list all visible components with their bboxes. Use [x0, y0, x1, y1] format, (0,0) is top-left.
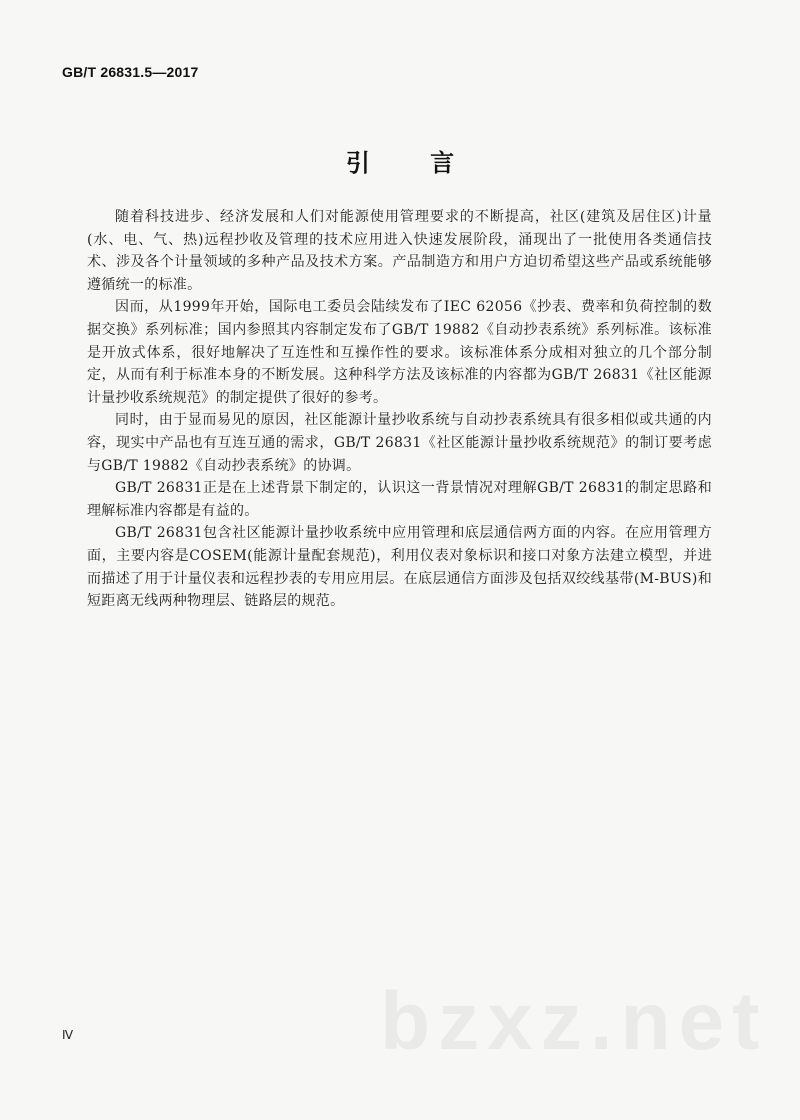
- paragraph: 同时，由于显而易见的原因，社区能源计量抄收系统与自动抄表系统具有很多相似或共通的内容，现实中产品也有互连互通的需求，GB/T 26831《社区能源计量抄收系统规范》的制订要考虑与GB/T 19882《自动抄表系统》的协调。: [87, 412, 712, 474]
- watermark: bzxz.net: [380, 976, 768, 1067]
- paragraph: 随着科技进步、经济发展和人们对能源使用管理要求的不断提高，社区(建筑及居住区)计量(水、电、气、热)远程抄收及管理的技术应用进入快速发展阶段，涌现出了一批使用各类通信技术、涉及各个计量领域的多种产品及技术方案。产品制造方和用户方迫切希望这些产品或系统能够遵循统一的标准。: [87, 209, 712, 293]
- standard-code: GB/T 26831.5—2017: [62, 64, 199, 80]
- paragraph: GB/T 26831正是在上述背景下制定的，认识这一背景情况对理解GB/T 26831的制定思路和理解标准内容都是有益的。: [87, 480, 712, 519]
- paragraph: GB/T 26831包含社区能源计量抄收系统中应用管理和底层通信两方面的内容。在应用管理方面，主要内容是COSEM(能源计量配套规范)，利用仪表对象标识和接口对象方法建立模型，并进而描述了用于计量仪表和远程抄表的专用应用层。在底层通信方面涉及包括双绞线基带(M-BUS)和短距离无线两种物理层、链路层的规范。: [87, 525, 712, 610]
- page-title: 引 言: [345, 149, 481, 177]
- paragraph: 因而，从1999年开始，国际电工委员会陆续发布了IEC 62056《抄表、费率和负荷控制的数据交换》系列标准；国内参照其内容制定发布了GB/T 19882《自动抄表系统》系列标准。该标准是开放式体系，很好地解决了互连性和互操作性的要求。该标准体系分成相对独立的几个部分制定，从而有利于标准本身的不断发展。这种科学方法及该标准的内容都为GB/T 26831《社区能源计量抄收系统规范》的制定提供了很好的参考。: [87, 299, 712, 406]
- page-number: Ⅳ: [62, 1028, 74, 1042]
- body-text: [87, 206, 712, 613]
